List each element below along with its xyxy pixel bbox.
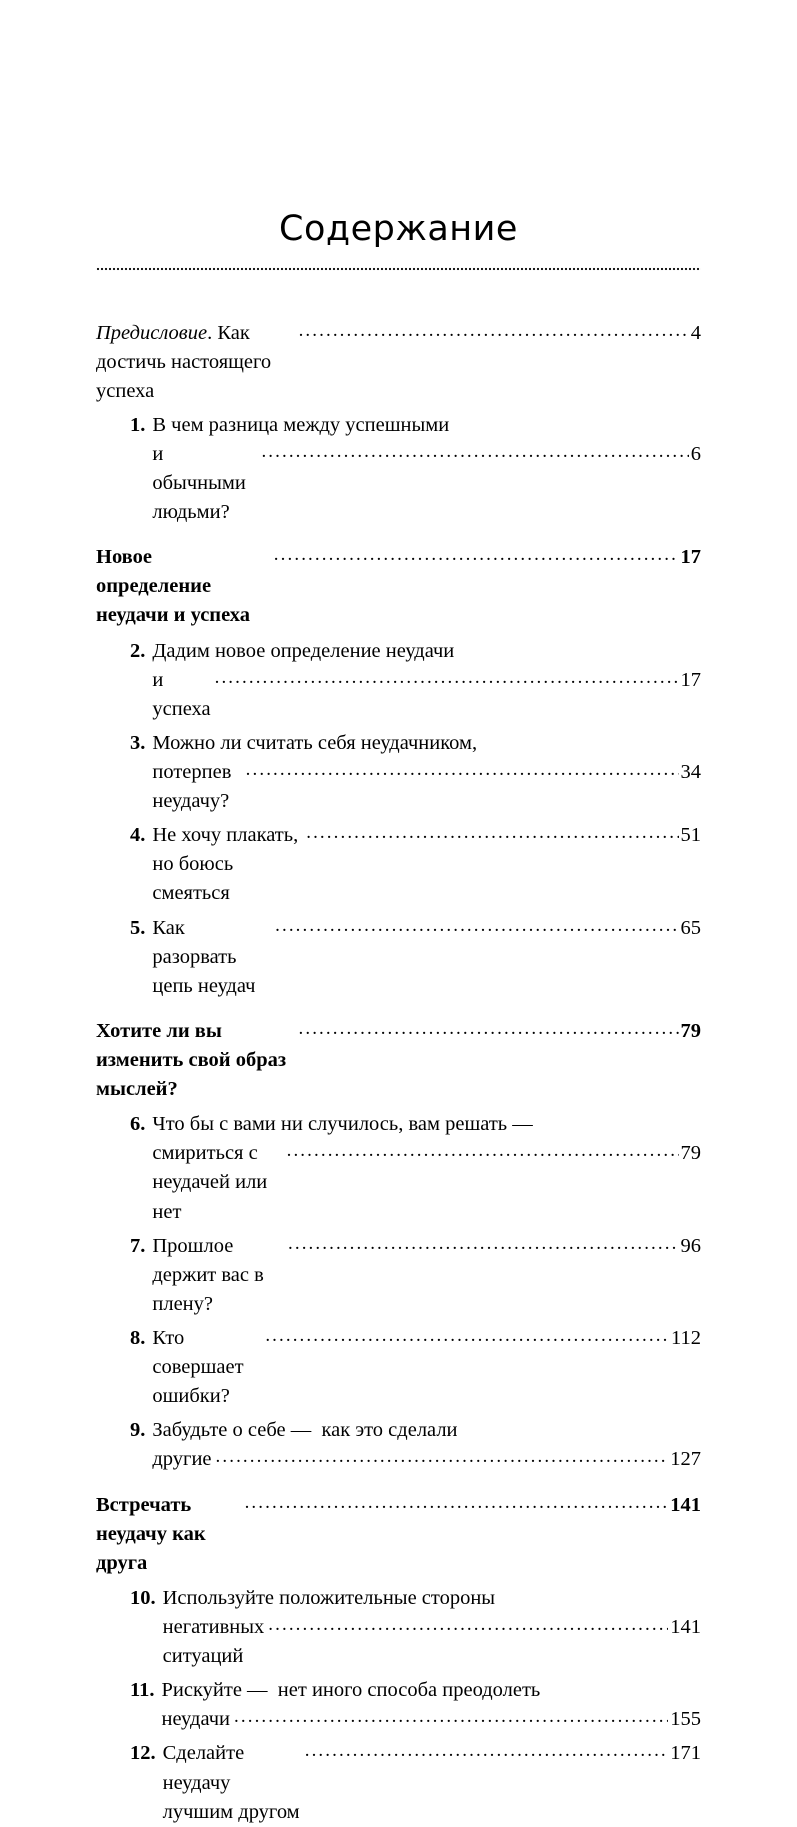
toc-entry-label: Рискуйте — нет иного способа преодолеть bbox=[161, 1679, 541, 1702]
toc-entry[interactable] bbox=[96, 1491, 701, 1578]
toc-leader-dots bbox=[306, 820, 678, 847]
toc-entry-label: и успеха bbox=[152, 668, 211, 720]
toc-page-number: 141 bbox=[670, 1493, 701, 1516]
toc-entry-label: Встречать неудачу как друга bbox=[96, 1493, 211, 1574]
toc-page-number: 79 bbox=[680, 1019, 701, 1042]
toc-entry-number: 6. bbox=[130, 1113, 146, 1136]
toc-page-number: 155 bbox=[670, 1708, 701, 1731]
toc-leader-dots bbox=[245, 1490, 669, 1517]
toc-entry-label: Дадим новое определение неудачи bbox=[152, 639, 455, 662]
toc-leader-dots bbox=[287, 1138, 679, 1165]
toc-entry[interactable] bbox=[130, 1324, 701, 1411]
toc-leader-dots bbox=[261, 439, 688, 466]
toc-leader-dots bbox=[216, 1444, 669, 1471]
toc-leader-dots bbox=[268, 1612, 668, 1639]
toc-entry-label-italic: Предисловие bbox=[96, 321, 208, 344]
toc-entry-label: Как разорвать цепь неудач bbox=[152, 916, 256, 997]
toc-entry-label: потерпев неудачу? bbox=[152, 761, 237, 813]
toc-leader-dots bbox=[215, 665, 679, 692]
toc-page-number: 6 bbox=[690, 442, 701, 465]
toc-page-number: 51 bbox=[680, 824, 701, 847]
toc-entry-number: 1. bbox=[130, 413, 146, 436]
toc-entry-label: другие bbox=[152, 1448, 212, 1471]
toc-leader-dots bbox=[288, 1231, 679, 1258]
toc-entry-label: Хотите ли вы изменить свой образ мыслей? bbox=[96, 1019, 292, 1101]
toc-leader-dots bbox=[305, 1738, 669, 1765]
toc-entry[interactable] bbox=[130, 1416, 701, 1474]
toc-entry[interactable] bbox=[96, 543, 701, 630]
toc-entry-number: 10. bbox=[130, 1586, 156, 1609]
toc-entry-number: 3. bbox=[130, 731, 146, 754]
toc-entry-label: Не хочу плакать, но боюсь смеяться bbox=[152, 824, 304, 905]
toc-page-number: 65 bbox=[680, 916, 701, 939]
toc-leader-dots bbox=[299, 1016, 679, 1043]
title-divider bbox=[96, 267, 701, 271]
toc-entry-number: 11. bbox=[130, 1679, 155, 1702]
toc-page-number: 127 bbox=[670, 1448, 701, 1471]
toc-entry[interactable] bbox=[130, 914, 701, 1001]
toc-entry-label: Можно ли считать себя неудачником, bbox=[152, 731, 478, 754]
toc-entry[interactable] bbox=[130, 411, 701, 527]
toc-leader-dots bbox=[265, 1323, 669, 1350]
toc-entry[interactable] bbox=[130, 1232, 701, 1319]
toc-entry-label: Забудьте о себе — как это сделали bbox=[152, 1419, 458, 1442]
toc-entry-number: 4. bbox=[130, 824, 146, 847]
toc-entry[interactable] bbox=[130, 729, 701, 816]
toc-page-number: 17 bbox=[680, 546, 701, 569]
toc-entry[interactable] bbox=[130, 637, 701, 724]
toc-entry-number: 8. bbox=[130, 1327, 146, 1349]
toc-entry-label: Сделайте неудачу лучшим другом bbox=[162, 1742, 300, 1823]
toc-leader-dots bbox=[275, 913, 678, 940]
toc-page-number: 141 bbox=[670, 1615, 701, 1638]
toc-entry-number: 9. bbox=[130, 1419, 146, 1442]
toc-entry-label: негативных ситуаций bbox=[162, 1615, 270, 1668]
toc-page-number: 34 bbox=[680, 761, 701, 784]
toc-entry-label: Предисловие. Как достичь настоящего успеха bbox=[96, 321, 277, 402]
toc-leader-dots bbox=[234, 1704, 668, 1731]
toc-entry-number: 5. bbox=[130, 916, 146, 939]
toc-entry-label: Прошлое держит вас в плену? bbox=[152, 1234, 269, 1315]
table-of-contents bbox=[96, 319, 701, 1827]
toc-entry-label: Что бы с вами ни случилось, вам решать — bbox=[152, 1113, 533, 1136]
toc-entry[interactable] bbox=[96, 1017, 701, 1104]
toc-entry-number: 12. bbox=[130, 1742, 156, 1765]
toc-entry-number: 2. bbox=[130, 639, 146, 662]
toc-entry[interactable] bbox=[130, 1584, 701, 1671]
toc-page-number: 171 bbox=[670, 1742, 701, 1765]
toc-entry-label: Кто совершает ошибки? bbox=[152, 1327, 249, 1408]
page-title: Содержание bbox=[279, 209, 518, 249]
toc-entry-label: Используйте положительные стороны bbox=[162, 1586, 496, 1609]
toc-entry[interactable] bbox=[96, 319, 701, 406]
toc-entry-label: неудачи bbox=[161, 1708, 231, 1731]
toc-entry[interactable] bbox=[130, 1110, 701, 1226]
toc-entry[interactable] bbox=[130, 821, 701, 908]
toc-page-number: 96 bbox=[680, 1234, 701, 1257]
toc-page-number: 17 bbox=[680, 668, 701, 691]
toc-entry-label: и обычными людьми? bbox=[152, 442, 251, 524]
toc-entry-label: смириться с неудачей или нет bbox=[152, 1142, 273, 1223]
toc-page-number: 112 bbox=[671, 1327, 701, 1349]
toc-leader-dots bbox=[274, 542, 679, 569]
toc-entry-label: Новое определение неудачи и успеха bbox=[96, 546, 251, 627]
toc-entry-label: В чем разница между успешными bbox=[152, 413, 450, 436]
toc-leader-dots bbox=[246, 757, 679, 784]
toc-entry[interactable] bbox=[130, 1676, 701, 1734]
toc-entry-number: 7. bbox=[130, 1234, 146, 1257]
toc-leader-dots bbox=[299, 318, 689, 345]
toc-entry[interactable] bbox=[130, 1739, 701, 1826]
toc-page-number: 4 bbox=[690, 321, 701, 344]
toc-page-number: 79 bbox=[680, 1142, 701, 1165]
